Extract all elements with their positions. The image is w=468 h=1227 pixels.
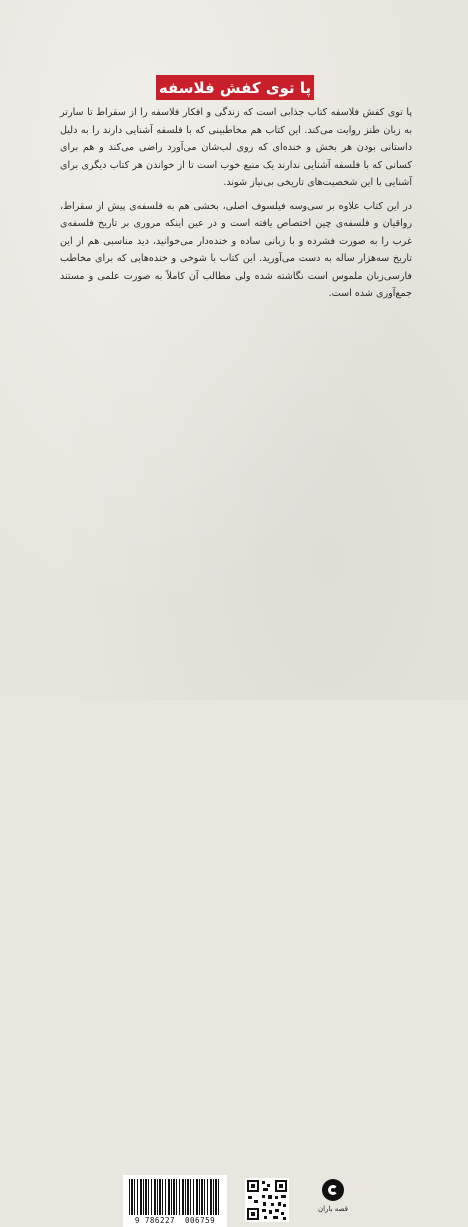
blurb-paragraph-2: در این کتاب علاوه بر سی‌وسه فیلسوف اصلی، بخشی هم به فلسفه‌ی پیش از سقراط، رواقیان و فلسفه‌ی چین اختصاص یافته است و در عین اینکه مروری بر تاریخ فلسفه‌ی غرب را به صورت فشرده و با زبانی ساده و خنده‌دار می‌خوانید، دید مناسبی هم از این تاریخ سه‌هزار ساله به دست می‌آورید. این کتاب با شوخی و خنده‌هایی که برای مخاطب فارسی‌زبان ملموس است نگاشته شده ولی مطالب آن کاملاً به صورت علمی و مستند جمع‌آوری شده است. xyxy=(60,200,412,299)
cover-footer xyxy=(0,586,468,1225)
isbn-barcode xyxy=(123,1175,227,1227)
title-banner xyxy=(156,75,314,100)
publisher-logo-icon xyxy=(322,1179,344,1201)
publisher-logo xyxy=(318,1177,348,1227)
publisher-name: قصه باران xyxy=(318,1205,348,1213)
blurb-paragraph-1: پا توی کفش فلاسفه کتاب جذابی است که زندگی و افکار فلاسفه را از سقراط تا سارتر به زبان طنز روایت می‌کند. این کتاب هم مخاطبینی که با فلسفه آشنایی دارند را به دلیل داستانی بودن هر بخش و خنده‌ای که روی لب‌شان می‌آورد راضی می‌کند و هم برای کسانی که با فلسفه آشنایی ندارند یک منبع خوب است تا از خواندن هر کتاب دیگری برای آشنایی با این شخصیت‌های تاریخی بی‌نیاز شوند. xyxy=(60,107,412,188)
barcode-number: 9 786227 006759 xyxy=(134,1216,216,1225)
blurb xyxy=(60,104,412,309)
barcode-bars xyxy=(129,1179,221,1215)
qr-code xyxy=(245,1178,289,1222)
book-title: پا توی کفش فلاسفه xyxy=(158,78,312,97)
